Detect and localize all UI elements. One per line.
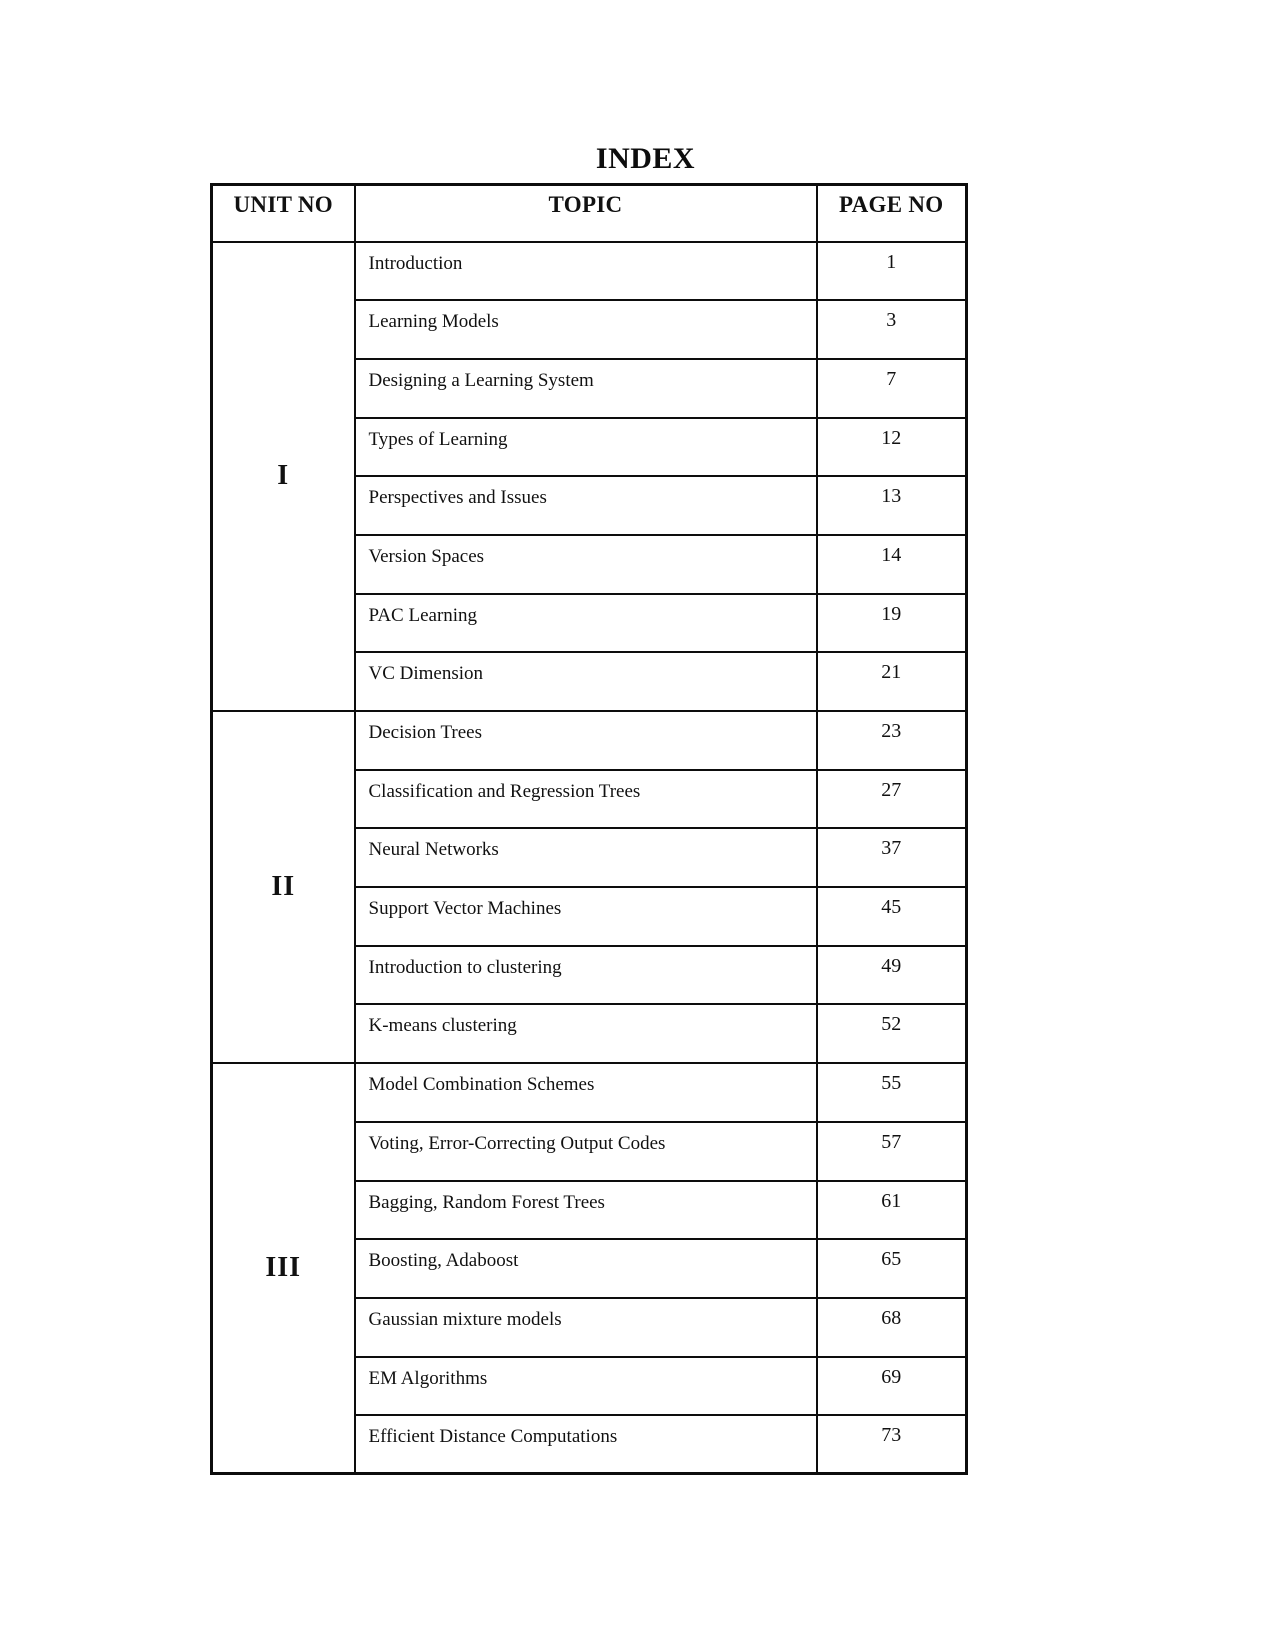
topic-cell: Bagging, Random Forest Trees xyxy=(355,1181,817,1240)
topic-cell: Efficient Distance Computations xyxy=(355,1415,817,1474)
topic-cell: Voting, Error-Correcting Output Codes xyxy=(355,1122,817,1181)
table-body xyxy=(212,242,967,1474)
topic-cell: Designing a Learning System xyxy=(355,359,817,418)
unit-cell-3: III xyxy=(212,1063,355,1474)
topic-cell: Introduction to clustering xyxy=(355,946,817,1005)
topic-cell: Boosting, Adaboost xyxy=(355,1239,817,1298)
topic-cell: Version Spaces xyxy=(355,535,817,594)
page-cell: 13 xyxy=(817,476,967,535)
topic-cell: Types of Learning xyxy=(355,418,817,477)
table-header xyxy=(212,185,967,242)
topic-cell: Learning Models xyxy=(355,300,817,359)
page-cell: 52 xyxy=(817,1004,967,1063)
topic-cell: Neural Networks xyxy=(355,828,817,887)
page-cell: 68 xyxy=(817,1298,967,1357)
page-cell: 27 xyxy=(817,770,967,829)
topic-cell: VC Dimension xyxy=(355,652,817,711)
table-row xyxy=(212,242,967,301)
unit-cell-1: I xyxy=(212,242,355,712)
header-row xyxy=(212,185,967,242)
col-header-topic: TOPIC xyxy=(355,185,817,242)
table-row xyxy=(212,711,967,770)
topic-cell: Classification and Regression Trees xyxy=(355,770,817,829)
page-cell: 49 xyxy=(817,946,967,1005)
page-title: INDEX xyxy=(595,142,696,175)
page-cell: 65 xyxy=(817,1239,967,1298)
topic-cell: Support Vector Machines xyxy=(355,887,817,946)
page-cell: 73 xyxy=(817,1415,967,1474)
page-cell: 7 xyxy=(817,359,967,418)
index-table xyxy=(210,183,968,1475)
topic-cell: Introduction xyxy=(355,242,817,301)
topic-cell: PAC Learning xyxy=(355,594,817,653)
topic-cell: Model Combination Schemes xyxy=(355,1063,817,1122)
page-cell: 61 xyxy=(817,1181,967,1240)
page-cell: 3 xyxy=(817,300,967,359)
page-cell: 12 xyxy=(817,418,967,477)
page-cell: 69 xyxy=(817,1357,967,1416)
page-cell: 14 xyxy=(817,535,967,594)
topic-cell: Perspectives and Issues xyxy=(355,476,817,535)
page-cell: 21 xyxy=(817,652,967,711)
topic-cell: EM Algorithms xyxy=(355,1357,817,1416)
col-header-unit-no: UNIT NO xyxy=(212,185,355,242)
page-cell: 55 xyxy=(817,1063,967,1122)
page-cell: 37 xyxy=(817,828,967,887)
topic-cell: Decision Trees xyxy=(355,711,817,770)
topic-cell: Gaussian mixture models xyxy=(355,1298,817,1357)
col-header-page-no: PAGE NO xyxy=(817,185,967,242)
table-row xyxy=(212,1063,967,1122)
unit-cell-2: II xyxy=(212,711,355,1063)
page-cell: 23 xyxy=(817,711,967,770)
page-cell: 57 xyxy=(817,1122,967,1181)
topic-cell: K-means clustering xyxy=(355,1004,817,1063)
page-cell: 45 xyxy=(817,887,967,946)
page-cell: 19 xyxy=(817,594,967,653)
page-cell: 1 xyxy=(817,242,967,301)
